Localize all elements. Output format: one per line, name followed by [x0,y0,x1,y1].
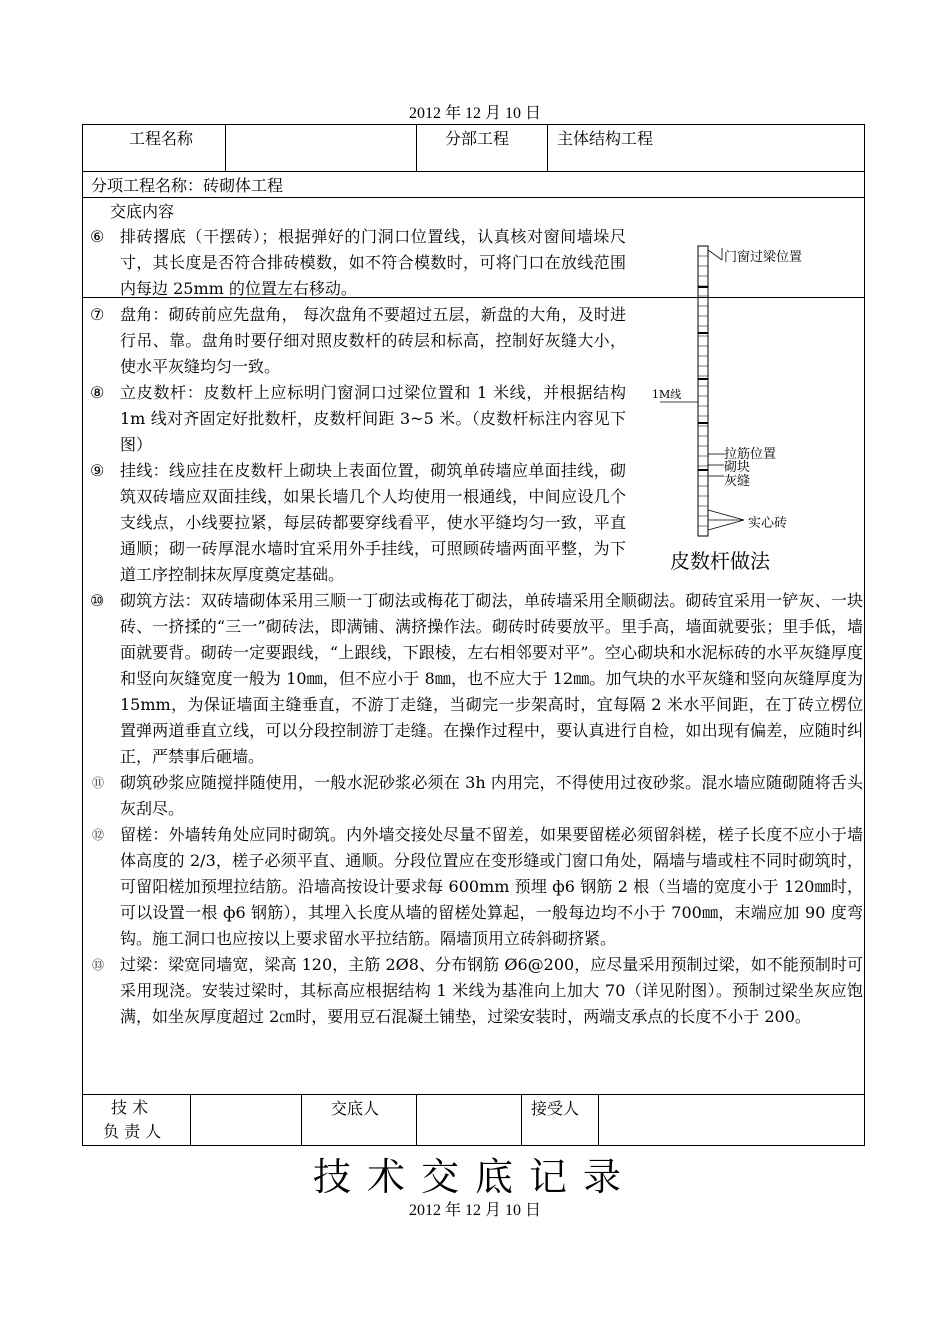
signature-table [82,1094,865,1146]
item-number: ⑨ [90,461,105,480]
footer-divider [416,1095,417,1145]
item-text: 盘角：砌砖前应先盘角， 每次盘角不要超过五层，新盘的大角，及时进行吊、靠。盘角时要仔细对照皮数杆的砖层和标高，控制好灰缝大小，使水平灰缝均匀一致。 [120,305,626,376]
story-pole-bar [698,246,708,536]
header-divider [547,125,548,171]
item-number: ⑩ [90,591,105,610]
list-item [88,952,863,1030]
header-row-divider [83,197,864,198]
item-number: ⑬ [92,958,105,972]
item-text: 排砖撂底（干摆砖）；根据弹好的门洞口位置线，认真核对窗间墙垛尺寸，其长度是否符合排砖模数，如不符合模数时，可将门口在放线范围内每边 25mm 的位置左右移动。 [120,227,626,298]
header-row-divider [83,171,864,172]
item-text: 挂线：线应挂在皮数杆上砌块上表面位置，砌筑单砖墙应单面挂线，砌筑双砖墙应双面挂线，如果长墙几个人均使用一根通线，中间应设几个支线点，小线要拉紧，每层砖都要穿线看平，使水平缝均匀一致，平直通顺；砌一砖厚混水墙时宜采用外手挂线，可照顾砖墙两面平整，为下道工序控制抹灰厚度奠定基础。 [120,461,626,584]
item-text: 砌筑方法：双砖墙砌体采用三顺一丁砌法或梅花丁砌法，单砖墙采用全顺砌法。砌砖宜采用一铲灰、一块砖、一挤揉的“三一”砌砖法，即满铺、满挤操作法。砌砖时砖要放平。里手高，墙面就要张；里手低，墙面就要背。砌砖一定要跟线，“上跟线，下跟棱，左右相邻要对平”。空心砌块和水泥标砖的水平灰缝厚度和竖向灰缝宽度一般为 10㎜，但不应小于 8㎜，也不应大于 12㎜。加气块的水平灰缝和竖向灰缝厚度为 15mm，为保证墙面主缝垂直，不游丁走缝，当砌完一步架高时，宜每隔 2 米水平间距，在丁砖立楞位置弹两道垂直立线，可以分段控制游丁走缝。在操作过程中，要认真进行自检，如出现有偏差，应随时纠正，严禁事后砸墙。 [120,591,863,766]
list-item [88,380,626,458]
header-divider [416,125,417,171]
list-item [88,458,626,588]
item-number: ⑧ [90,383,105,402]
list-item [88,302,626,380]
list-item [88,770,863,822]
list-item [88,822,863,952]
subitem-label: 分项工程名称：砖砌体工程 [91,176,284,195]
label-mortar-joint: 灰缝 [724,474,751,489]
item-number: ⑫ [92,828,105,842]
header-divider [225,125,226,171]
date-top: 2012 年 12 月 10 日 [408,105,541,122]
item-number: ⑦ [90,305,105,324]
item-number: ⑥ [90,227,105,246]
item-text: 留槎：外墙转角处应同时砌筑。内外墙交接处尽量不留差，如果要留槎必须留斜槎，槎子长度不应小于墙体高度的 2/3，槎子必须平直、通顺。分段位置应在变形缝或门窗口角处，隔墙与墙或柱不同时砌筑时，可留阳槎加预埋拉结筋。沿墙高按设计要求每 600mm 预埋 ф6 钢筋 2 根（当墙的宽度小于 120㎜时，可以设置一根 ф6 钢筋），其埋入长度从墙的留槎处算起，一般每边均不小于 700㎜，末端应加 90 度弯钩。施工洞口也应按以上要求留水平拉结筋。隔墙顶用立砖斜砌挤紧。 [120,825,863,948]
receiver-label: 接受人 [531,1099,580,1118]
footer-divider [521,1095,522,1145]
document-title: 技术交底记录 [312,1155,637,1199]
item-text: 过梁：梁宽同墙宽，梁高 120，主筋 2Ø8、分布钢筋 Ø6@200，应尽量采用预制过梁，如不能预制时可采用现浇。安装过梁时，其标高应根据结构 1 米线为基准向上加大 70（详见附图）。预制过梁坐灰应饱满，如坐灰厚度超过 2㎝时，要用豆石混凝土铺垫，过梁安装时，两端支承点的长度不小于 200。 [120,955,863,1026]
division-label: 分部工程 [445,129,510,148]
label-solid-brick: 实心砖 [748,516,788,531]
item-text: 立皮数杆：皮数杆上应标明门窗洞口过梁位置和 1 米线，并根据结构 1m 线对齐固定好批数杆，皮数杆间距 3~5 米。（皮数杆标注内容见下图） [120,383,626,454]
item-text: 砌筑砂浆应随搅拌随使用，一般水泥砂浆必须在 3h 内用完，不得使用过夜砂浆。混水墙应随砌随将舌头灰刮尽。 [120,773,863,818]
division-value: 主体结构工程 [557,129,654,148]
label-1m-line: 1M线 [652,388,682,401]
label-block: 砌块 [724,460,751,475]
label-lintel-position: 门窗过梁位置 [724,250,803,265]
figure-caption: 皮数杆做法 [670,549,770,573]
footer-divider [190,1095,191,1145]
date-bottom: 2012 年 12 月 10 日 [408,1202,541,1219]
story-pole-figure [640,240,860,573]
project-name-label: 工程名称 [129,129,194,148]
list-item [88,588,863,770]
footer-divider [598,1095,599,1145]
item-number: ⑪ [92,776,105,790]
tech-lead-label-line1: 技 术 [111,1098,149,1117]
discloser-label: 交底人 [331,1099,380,1118]
content-heading: 交底内容 [110,202,175,221]
list-item [88,224,626,302]
footer-divider [301,1095,302,1145]
label-tie-bar-position: 拉筋位置 [724,447,777,462]
tech-lead-label-line2: 负 责 人 [103,1122,162,1141]
